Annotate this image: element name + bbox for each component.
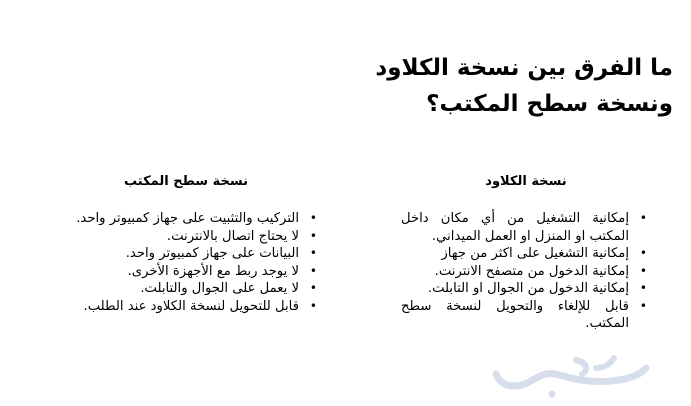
desktop-version-column xyxy=(51,172,321,315)
list-item: • البيانات على جهاز كمبيوتر واحد. xyxy=(51,245,299,263)
desktop-features-list xyxy=(51,210,321,315)
list-item: • لا يحتاج اتصال بالانترنت. xyxy=(51,228,299,246)
haraj-watermark-logo xyxy=(486,350,661,400)
list-item: • التركيب والتثبيت على جهاز كمبيوتر واحد. xyxy=(51,210,299,228)
cloud-version-column xyxy=(401,172,651,333)
cloud-version-heading: نسخة الكلاود xyxy=(485,174,567,189)
list-item: • إمكانية التشغيل على اكثر من جهاز xyxy=(401,245,629,263)
list-item: • إمكانية التشغيل من أي مكان داخل المكتب او المنزل او العمل الميداني. xyxy=(401,210,629,245)
list-item: • قابل للتحويل لنسخة الكلاود عند الطلب. xyxy=(51,298,299,316)
list-item: • لا يوجد ربط مع الأجهزة الأخرى. xyxy=(51,263,299,281)
slide-title-line-2: ونسخة سطح المكتب؟ xyxy=(426,91,673,117)
list-item: • إمكانية الدخول من الجوال او التابلت. xyxy=(401,280,629,298)
slide-title xyxy=(153,50,673,122)
cloud-features-list xyxy=(401,210,651,333)
list-item: • لا يعمل على الجوال والتابلت. xyxy=(51,280,299,298)
list-item: • قابل للإلغاء والتحويل لنسخة سطح المكتب. xyxy=(401,298,629,333)
slide-title-line-1: ما الفرق بين نسخة الكلاود xyxy=(375,55,673,81)
desktop-version-heading: نسخة سطح المكتب xyxy=(124,174,248,189)
list-item: • إمكانية الدخول من متصفح الانترنت. xyxy=(401,263,629,281)
